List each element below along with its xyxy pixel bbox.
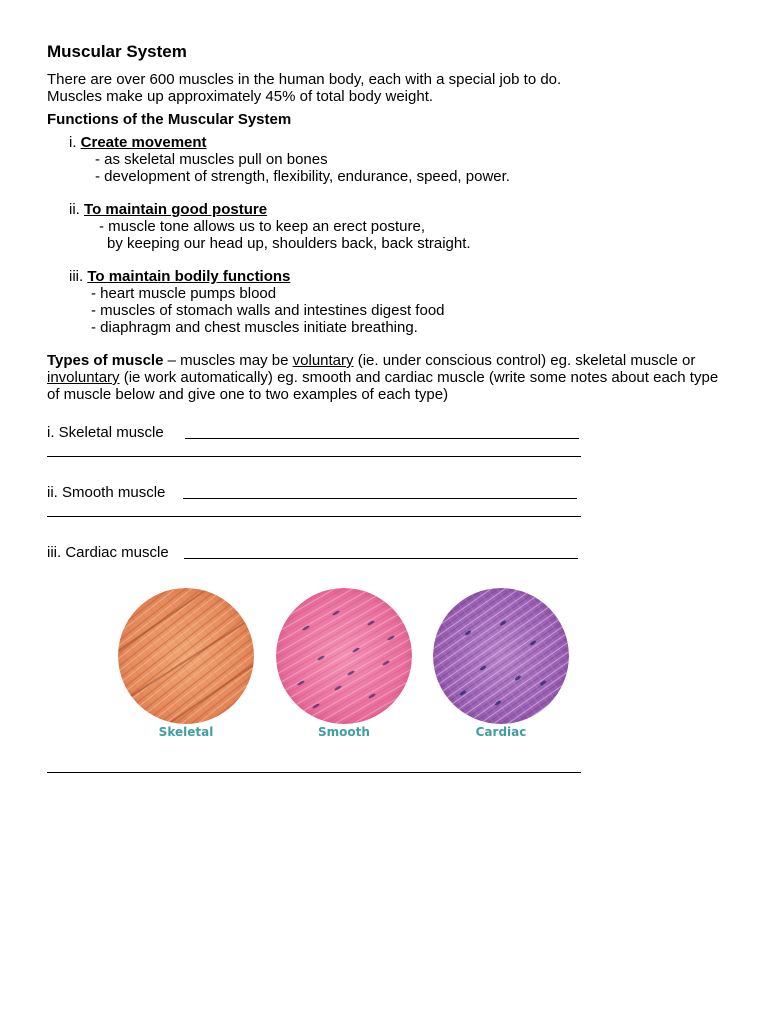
worksheet-page [47, 42, 737, 561]
function-detail: - heart muscle pumps blood [91, 285, 277, 302]
cardiac-caption: Cardiac [475, 725, 527, 739]
types-text: (ie. under conscious control) eg. skeletal muscle or [353, 352, 696, 369]
skeletal-answer-row [47, 421, 581, 441]
smooth-muscle-image [276, 588, 412, 724]
smooth-caption: Smooth [318, 725, 370, 739]
types-text: (ie work automatically) eg. smooth and cardiac muscle (write some notes about each type of muscle below and give one to two examples of each type) [47, 369, 719, 403]
skeletal-caption: Skeletal [158, 725, 214, 739]
skeletal-muscle-image [118, 588, 254, 724]
voluntary-term: voluntary [292, 352, 354, 369]
function-item-bodily [69, 268, 737, 285]
muscle-tissue-figure [115, 583, 577, 748]
cardiac-muscle-image [433, 588, 569, 724]
page-title: Muscular System [47, 42, 187, 61]
cardiac-answer-row [47, 541, 581, 561]
cardiac-answer-line[interactable] [184, 540, 578, 559]
types-heading: Types of muscle [47, 352, 164, 369]
function-item-posture [69, 201, 737, 218]
types-paragraph [47, 352, 727, 403]
types-text: – muscles may be [163, 352, 293, 369]
skeletal-label: i. Skeletal muscle [47, 424, 164, 441]
smooth-answer-row [47, 481, 581, 501]
function-title: To maintain bodily functions [87, 268, 291, 285]
function-item-movement [69, 134, 737, 151]
function-detail: - muscles of stomach walls and intestines digest food [91, 302, 445, 319]
intro-line-2: Muscles make up approximately 45% of total body weight. [47, 88, 434, 105]
cardiac-label: iii. Cardiac muscle [47, 544, 169, 561]
function-label: i. [69, 134, 77, 151]
smooth-answer-line[interactable] [183, 480, 577, 499]
function-title: To maintain good posture [84, 201, 268, 218]
function-detail: - diaphragm and chest muscles initiate breathing. [91, 319, 418, 336]
function-label: ii. [69, 201, 80, 218]
final-answer-line[interactable] [47, 771, 581, 773]
function-label: iii. [69, 268, 84, 285]
function-detail: - development of strength, flexibility, endurance, speed, power. [95, 168, 510, 185]
functions-heading: Functions of the Muscular System [47, 111, 292, 128]
intro-line-1: There are over 600 muscles in the human body, each with a special job to do. [47, 71, 562, 88]
function-detail: - muscle tone allows us to keep an erect posture, [99, 218, 426, 235]
function-detail: - as skeletal muscles pull on bones [95, 151, 328, 168]
function-title: Create movement [80, 134, 207, 151]
smooth-label: ii. Smooth muscle [47, 484, 166, 501]
skeletal-answer-line[interactable] [185, 420, 579, 439]
function-detail: by keeping our head up, shoulders back, back straight. [107, 235, 471, 252]
involuntary-term: involuntary [47, 369, 120, 386]
